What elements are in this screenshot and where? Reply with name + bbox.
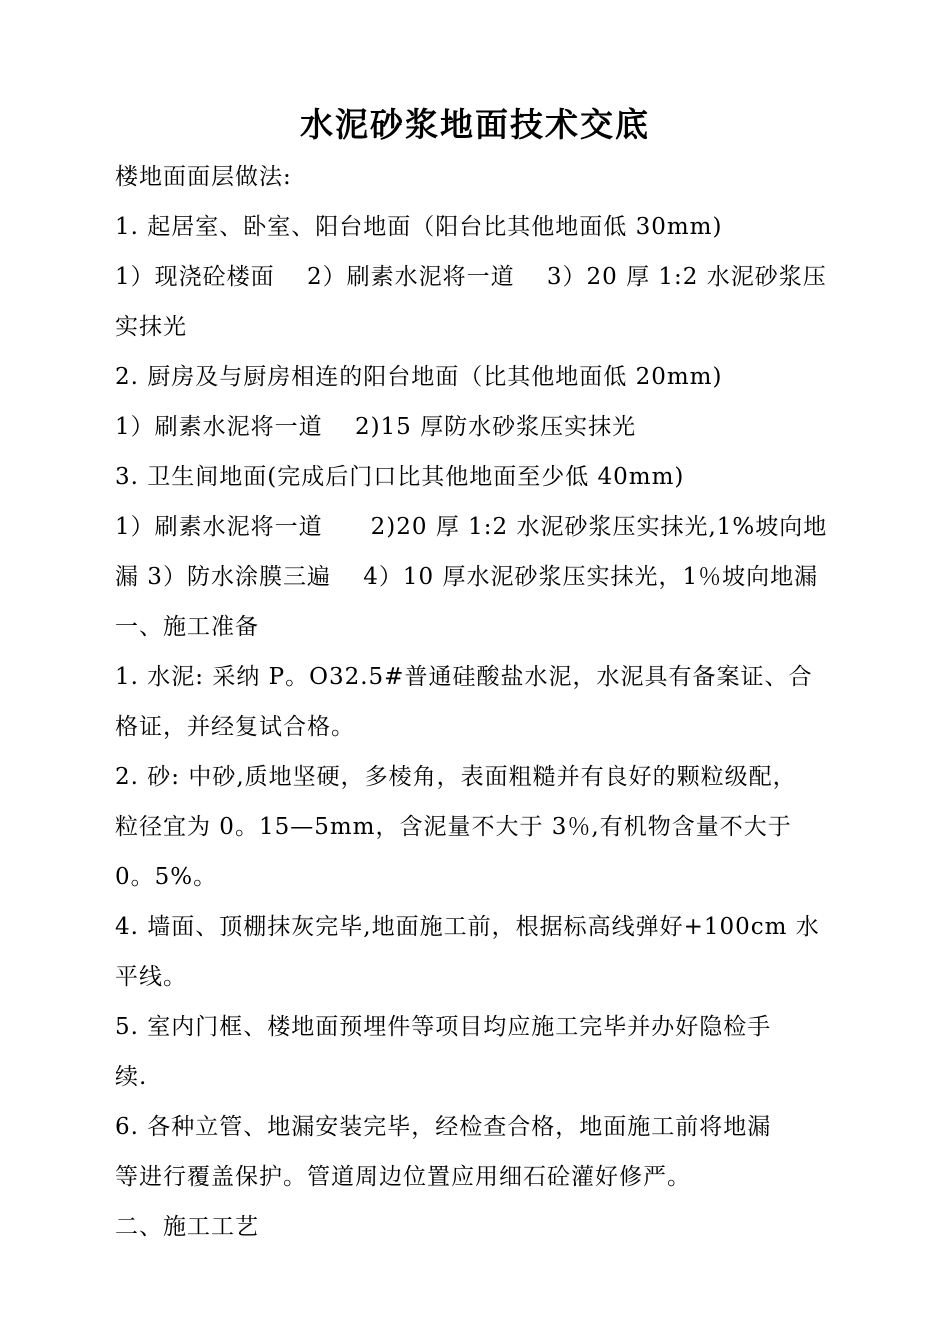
text-line: 4. 墙面、顶棚抹灰完毕,地面施工前，根据标高线弹好+100cm 水 (115, 914, 820, 940)
text-line: 楼地面面层做法: (115, 164, 292, 190)
text-line: 粒径宜为 0。15—5mm，含泥量不大于 3％,有机物含量不大于 (115, 814, 792, 840)
section-heading: 二、施工工艺 (115, 1214, 259, 1240)
text-line: 5. 室内门框、楼地面预埋件等项目均应施工完毕并办好隐检手 (115, 1014, 772, 1040)
document-body (115, 152, 860, 1252)
text-line: 2. 厨房及与厨房相连的阳台地面（比其他地面低 20mm) (115, 364, 723, 390)
text-line: 1. 水泥: 采纳 P。O32.5#普通硅酸盐水泥，水泥具有备案证、合 (115, 664, 813, 690)
text-line: 等进行覆盖保护。管道周边位置应用细石砼灌好修严。 (115, 1164, 691, 1190)
text-line: 1. 起居室、卧室、阳台地面（阳台比其他地面低 30mm) (115, 214, 723, 240)
text-line: 3. 卫生间地面(完成后门口比其他地面至少低 40mm) (115, 464, 685, 490)
text-line: 0。5%。 (115, 864, 218, 890)
text-line: 漏 3）防水涂膜三遍 4）10 厚水泥砂浆压实抹光，1％坡向地漏 (115, 564, 819, 590)
text-line: 1）刷素水泥将一道 2)15 厚防水砂浆压实抹光 (115, 414, 637, 440)
text-line: 续. (115, 1064, 148, 1090)
text-line: 平线。 (115, 964, 187, 990)
text-line: 格证，并经复试合格。 (115, 714, 355, 740)
text-line: 2. 砂: 中砂,质地坚硬，多棱角，表面粗糙并有良好的颗粒级配， (115, 764, 797, 790)
text-line: 6. 各种立管、地漏安装完毕，经检查合格，地面施工前将地漏 (115, 1114, 772, 1140)
text-line: 实抹光 (115, 314, 187, 340)
section-heading: 一、施工准备 (115, 614, 259, 640)
text-line: 1）刷素水泥将一道 2)20 厚 1:2 水泥砂浆压实抹光,1%坡向地 (115, 514, 828, 540)
text-line: 1）现浇砼楼面 2）刷素水泥将一道 3）20 厚 1:2 水泥砂浆压 (115, 264, 827, 290)
document-title: 水泥砂浆地面技术交底 (300, 105, 650, 144)
